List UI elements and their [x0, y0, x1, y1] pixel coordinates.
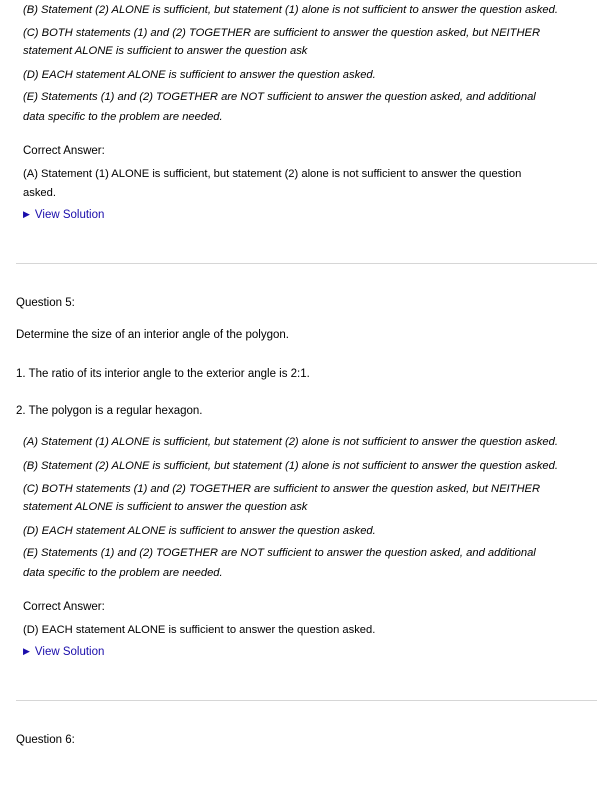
view-solution-link[interactable] — [23, 207, 104, 223]
section-divider — [16, 263, 597, 264]
q5-option-c-line1: (C) BOTH statements (1) and (2) TOGETHER are sufficient to answer the question asked, but NEITHER — [23, 483, 541, 495]
option-d: (D) EACH statement ALONE is sufficient to answer the question asked. — [23, 69, 376, 81]
option-c-line2: statement ALONE is sufficient to answer the question ask — [23, 45, 308, 57]
q5-option-c-line2: statement ALONE is sufficient to answer the question ask — [23, 501, 308, 513]
q5-option-e-line1: (E) Statements (1) and (2) TOGETHER are NOT sufficient to answer the question asked, and additional — [23, 547, 536, 559]
disclosure-triangle-icon: ▶ — [23, 646, 30, 656]
option-e-line2: data specific to the problem are needed. — [23, 111, 223, 123]
section-divider — [16, 700, 597, 701]
q5-option-a: (A) Statement (1) ALONE is sufficient, but statement (2) alone is not sufficient to answer the question asked. — [23, 436, 558, 448]
q5-view-solution-label: View Solution — [34, 646, 105, 658]
option-b: (B) Statement (2) ALONE is sufficient, but statement (1) alone is not sufficient to answer the question asked. — [23, 4, 558, 16]
question-5-label: Question 5: — [16, 297, 75, 309]
question-5-prompt: Determine the size of an interior angle of the polygon. — [16, 329, 289, 341]
question-5-statement-1: 1. The ratio of its interior angle to the exterior angle is 2:1. — [16, 368, 310, 380]
q5-option-b: (B) Statement (2) ALONE is sufficient, but statement (1) alone is not sufficient to answer the question asked. — [23, 460, 558, 472]
question-5-statement-2: 2. The polygon is a regular hexagon. — [16, 405, 203, 417]
disclosure-triangle-icon: ▶ — [23, 209, 30, 219]
option-c-line1: (C) BOTH statements (1) and (2) TOGETHER are sufficient to answer the question asked, but NEITHER — [23, 27, 541, 39]
correct-answer-line2: asked. — [23, 187, 56, 199]
q5-correct-answer-label: Correct Answer: — [23, 601, 105, 613]
view-solution-label: View Solution — [34, 209, 105, 221]
q5-option-e-line2: data specific to the problem are needed. — [23, 567, 223, 579]
q5-view-solution-link[interactable] — [23, 644, 104, 660]
correct-answer-line1: (A) Statement (1) ALONE is sufficient, but statement (2) alone is not sufficient to answer the question — [23, 168, 522, 180]
correct-answer-label: Correct Answer: — [23, 145, 105, 157]
q5-option-d: (D) EACH statement ALONE is sufficient to answer the question asked. — [23, 525, 376, 537]
option-e-line1: (E) Statements (1) and (2) TOGETHER are NOT sufficient to answer the question asked, and additional — [23, 91, 536, 103]
question-6-label: Question 6: — [16, 734, 75, 746]
q5-correct-answer: (D) EACH statement ALONE is sufficient to answer the question asked. — [23, 624, 376, 636]
